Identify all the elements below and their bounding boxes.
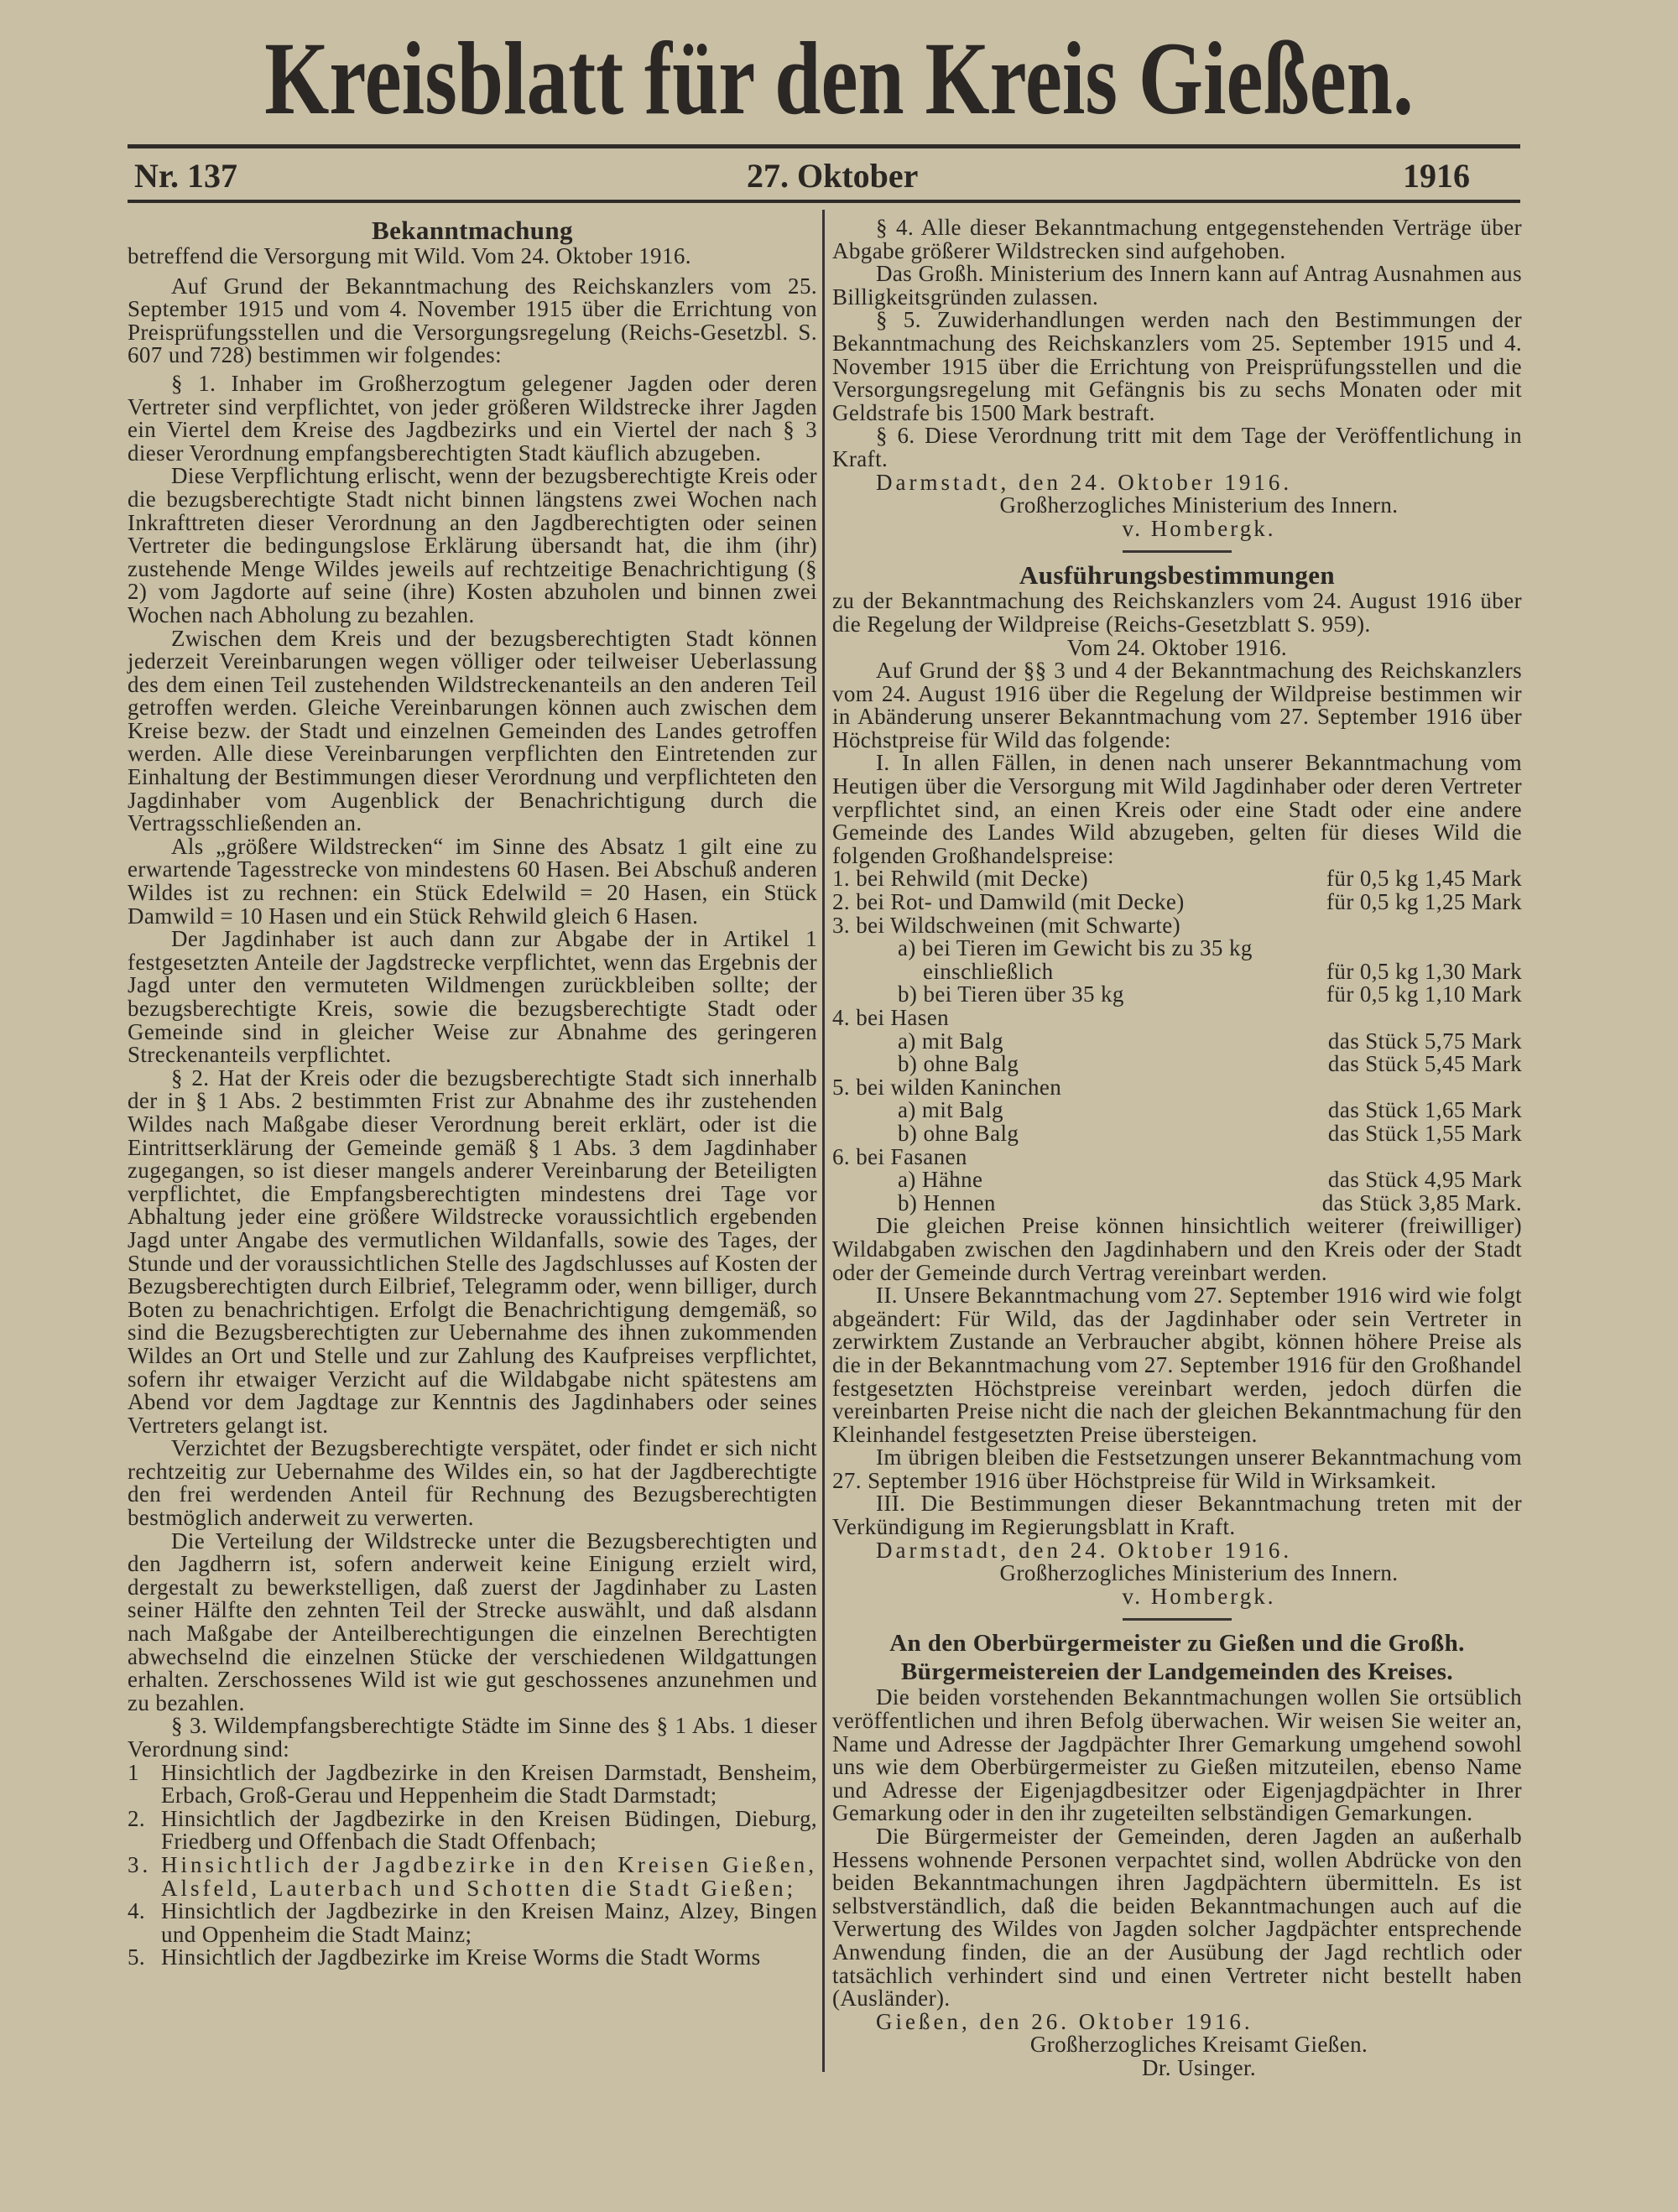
price-value: für 0,5 kg 1,10 Mark <box>1326 981 1522 1007</box>
price-table <box>832 867 1522 1215</box>
price-value: das Stück 5,45 Mark <box>1327 1051 1522 1077</box>
paragraph: II. Unsere Bekanntmachung vom 27. September 1916 wird wie folgt abgeändert: Für Wild, das der Jagdinhaber oder sein Vertreter in zerwirktem Zustande an Verbraucher abgibt, können höhere Preise als die in der Bekanntmachung vom 27. September 1916 für den Großhandel festgesetzten Höchstpreise vereinbart werden, jedoch dürfen die vereinbarten Preise nicht die nach der gleichen Bekanntmachung für den Kleinhandel festgesetzten Preise übersteigen. <box>832 1283 1522 1447</box>
masthead-rule-bottom <box>128 200 1520 203</box>
city-list-item <box>128 1851 817 1901</box>
price-row <box>832 891 1522 914</box>
city-list-item <box>128 1805 817 1855</box>
signature-place-date: Darmstadt, den 24. Oktober 1916. <box>876 1537 1293 1563</box>
price-value: für 0,5 kg 1,30 Mark <box>1326 958 1522 984</box>
signature-place-date: Gießen, den 26. Oktober 1916. <box>876 2008 1253 2034</box>
right-column <box>832 216 1522 2080</box>
masthead-title: Kreisblatt für den Kreis Gießen. <box>264 21 1414 136</box>
price-label: a) Hähne <box>898 1167 983 1193</box>
paragraph: Verzichtet der Bezugsberechtigte verspätet, oder findet er sich nicht rechtzeitig zur Uebernahme des Wildes ein, so hat der Jagdberechtigte den frei werdenden Anteil für Rechnung des Bezugsberechtigten bestmöglich anderweit zu verwerten. <box>128 1435 817 1531</box>
signature-name: v. Hombergk. <box>1122 1583 1276 1609</box>
city-list-item <box>128 1759 817 1809</box>
price-value: für 0,5 kg 1,45 Mark <box>1326 866 1522 892</box>
price-label: b) ohne Balg <box>898 1051 1019 1077</box>
paragraph: § 3. Wildempfangsberechtigte Städte im Sinne des § 1 Abs. 1 dieser Verordnung sind: <box>128 1713 817 1762</box>
price-label: 1. bei Rehwild (mit Decke) <box>832 866 1089 892</box>
signature-office: Großherzogliches Kreisamt Gießen. <box>1029 2032 1368 2058</box>
issue-date: 27. Oktober <box>747 157 919 195</box>
paragraph: Im übrigen bleiben die Festsetzungen unserer Bekanntmachung vom 27. September 1916 über Höchstpreise für Wild in Wirksamkeit. <box>832 1444 1522 1493</box>
price-label: einschließlich <box>923 958 1054 984</box>
price-row <box>832 1099 1522 1122</box>
list-number: 3. <box>128 1851 152 1877</box>
price-label: 2. bei Rot- und Damwild (mit Decke) <box>832 889 1185 915</box>
left-column <box>128 216 817 1970</box>
city-list-item <box>128 1900 817 1946</box>
article-heading: Ausführungsbestimmungen <box>1019 560 1336 591</box>
paragraph: Der Jagdinhaber ist auch dann zur Abgabe der in Artikel 1 festgesetzten Anteile der Jagdstrecke verpflichtet, wenn das Ergebnis der Jagd unter den vermuteten Wildmengen zurückbleiben sollte; der bezugsberechtigte Kreis, sowie die bezugsberechtigte Stadt oder Gemeinde sind in gleicher Weise zur Abnahme des geringeren Streckenanteils verpflichtet. <box>128 926 817 1068</box>
list-text: Hinsichtlich der Jagdbezirke in den Kreisen Büdingen, Dieburg, Friedberg und Offenbach die Stadt Offenbach; <box>161 1805 817 1855</box>
price-value: das Stück 3,85 Mark. <box>1321 1189 1522 1215</box>
price-row <box>832 1189 1522 1215</box>
list-text: Hinsichtlich der Jagdbezirke im Kreise Worms die Stadt Worms <box>161 1944 761 1970</box>
paragraph: § 6. Diese Verordnung tritt mit dem Tage der Veröffentlichung in Kraft. <box>832 423 1522 471</box>
price-value: das Stück 5,75 Mark <box>1327 1028 1522 1054</box>
paragraph: Die Verteilung der Wildstrecke unter die Bezugsberechtigten und den Jagdherrn ist, sofern anderweit keine Einigung erzielt wird, dergestalt zu bewerkstelligen, daß zuerst der Jagdinhaber zu Lasten seiner Hälfte den zehnten Teil der Strecke auswählt, und daß alsdann nach Maßgabe der Anteilberechtigungen die einzelnen Berechtigten abwechselnd die einzelnen Stücke der verschiedenen Wildgattungen erhalten. Zerschossenes Wild ist wie gut geschossenes anzunehmen und zu bezahlen. <box>128 1528 817 1715</box>
article-subtitle: betreffend die Versorgung mit Wild. Vom 24. Oktober 1916. <box>128 243 691 268</box>
price-label: a) mit Balg <box>898 1097 1003 1123</box>
price-label: 5. bei wilden Kaninchen <box>832 1074 1062 1100</box>
price-row <box>832 937 1522 960</box>
article-heading: Bekanntmachung <box>372 216 573 245</box>
price-label: a) bei Tieren im Gewicht bis zu 35 kg <box>898 935 1253 961</box>
paragraph: I. In allen Fällen, in denen nach unserer Bekanntmachung vom Heutigen über die Versorgung mit Wild Jagdinhaber oder deren Vertreter verpflichtet sind, an einen Kreis oder eine Stadt oder eine andere Gemeinde des Landes Wild abzugeben, gelten für dieses Wild die folgenden Großhandelspreise: <box>832 750 1522 868</box>
price-value: das Stück 1,65 Mark <box>1327 1097 1522 1123</box>
signature-office: Großherzogliches Ministerium des Innern. <box>999 492 1399 518</box>
paragraph: Auf Grund der Bekanntmachung des Reichskanzlers vom 25. September 1915 und vom 4. November 1915 über die Errichtung von Preisprüfungsstellen und die Versorgungsregelung (Reichs-Gesetzbl. S. 607 und 728) bestimmen wir folgendes: <box>128 273 817 368</box>
price-label: 4. bei Hasen <box>832 1005 950 1030</box>
paragraph: Als „größere Wildstrecken“ im Sinne des Absatz 1 gilt eine zu erwartende Tagesstrecke von mindestens 60 Hasen. Bei Abschuß anderen Wildes ist zu rechnen: ein Stück Edelwild = 20 Hasen, ein Stück Damwild = 10 Hasen und ein Stück Rehwild gleich 6 Hasen. <box>128 833 817 929</box>
paragraph: III. Die Bestimmungen dieser Bekanntmachung treten mit der Verkündigung im Regierungsblatt in Kraft. <box>832 1491 1522 1540</box>
price-value: für 0,5 kg 1,25 Mark <box>1326 889 1522 915</box>
price-row <box>832 1053 1522 1076</box>
price-value: das Stück 1,55 Mark <box>1327 1120 1522 1146</box>
price-row <box>832 867 1522 891</box>
price-label: 3. bei Wildschweinen (mit Schwarte) <box>832 912 1181 938</box>
signature-office: Großherzogliches Ministerium des Innern. <box>999 1560 1399 1586</box>
paragraph: § 5. Zuwiderhandlungen werden nach den Bestimmungen der Bekanntmachung des Reichskanzlers vom 25. September 1915 und 4. November 1915 über die Errichtung von Preisprüfungsstellen und die Versorgungsregelung mit Gefängnis bis zu sechs Monaten oder mit Geldstrafe bis 1500 Mark bestraft. <box>832 307 1522 425</box>
section-separator <box>1123 550 1232 553</box>
price-label: a) mit Balg <box>898 1028 1003 1054</box>
price-label: 6. bei Fasanen <box>832 1143 967 1169</box>
list-number: 1 <box>128 1759 139 1785</box>
paragraph: § 2. Hat der Kreis oder die bezugsberechtigte Stadt sich innerhalb der in § 1 Abs. 2 bestimmten Frist zur Abnahme des ihr zustehenden Wildes nach Maßgabe dieser Verordnung bereit erklärt, oder ist die Eintrittserklärung der Gemeinde gemäß § 1 Abs. 3 dem Jagdinhaber zugegangen, so ist dieser mangels anderer Vereinbarung der Beteiligten verpflichtet, die Empfangsberechtigten mindestens drei Tage vor Abhaltung jeder eine größere Wildstrecke voraussichtlich ergebenden Jagd unter Angabe des vermutlichen Wildanfalls, sowie des Tages, der Stunde und der voraussichtlichen Stelle des Jagdschlusses auf Kosten der Bezugsberechtigten durch Eilbrief, Telegramm oder, wenn billiger, durch Boten zu benachrichtigen. Erfolgt die Benachrichtigung demgemäß, so sind die Bezugsberechtigten zur Uebernahme des ihnen zukommenden Wildes an Ort und Stelle und zur Zahlung des Kaufpreises verpflichtet, sofern ihr etwaiger Verzicht auf die Wildabgabe nicht spätestens am Abend vor dem Jagdtage zur Kenntnis des Jagdinhabers oder seines Vertreters gelangt ist. <box>128 1064 817 1438</box>
article-subtitle-date: Vom 24. Oktober 1916. <box>1066 634 1288 660</box>
price-row <box>832 960 1522 984</box>
city-list-item <box>128 1946 817 1970</box>
price-row <box>832 1076 1522 1100</box>
price-row <box>832 983 1522 1007</box>
masthead-rule-top <box>128 144 1520 148</box>
paragraph: Zwischen dem Kreis und der bezugsberechtigten Stadt können jederzeit Vereinbarungen wegen völliger oder teilweiser Ueberlassung des dem einen Teil zustehenden Wildstreckenanteils an den anderen Teil getroffen werden. Gleiche Vereinbarungen können auch zwischen dem Kreise bezw. der Stadt und einzelnen Gemeinden des Landes getroffen werden. Alle diese Vereinbarungen verpflichten den Eintretenden zur Einhaltung der Bestimmungen dieser Verordnung und verpflichteten den Jagdinhaber vom Augenblick der Benachrichtigung durch die Vertragsschließenden an. <box>128 625 817 836</box>
paragraph: § 4. Alle dieser Bekanntmachung entgegenstehenden Verträge über Abgabe größerer Wildstrecken sind aufgehoben. <box>832 215 1522 263</box>
paragraph: Die gleichen Preise können hinsichtlich weiterer (freiwilliger) Wildabgaben zwischen den Jagdinhabern und den Kreis oder der Stadt oder der Gemeinde durch Vertrag vereinbart werden. <box>832 1213 1522 1285</box>
paragraph: Das Großh. Ministerium des Innern kann auf Antrag Ausnahmen aus Billigkeitsgründen zulassen. <box>832 261 1522 310</box>
price-label: b) bei Tieren über 35 kg <box>898 981 1124 1007</box>
article-heading: An den Oberbürgermeister zu Gießen und die Großh. Bürgermeistereien der Landgemeinden des Kreises. <box>889 1630 1465 1686</box>
column-divider <box>822 210 825 2072</box>
price-row <box>832 1143 1522 1169</box>
price-row <box>832 1168 1522 1192</box>
price-row <box>832 914 1522 938</box>
signature-name: v. Hombergk. <box>1122 515 1276 541</box>
paragraph: Auf Grund der §§ 3 und 4 der Bekanntmachung des Reichskanzlers vom 24. August 1916 über die Regelung der Wildpreise bestimmen wir in Abänderung unserer Bekanntmachung vom 27. September 1916 über Höchstpreise für Wild das folgende: <box>832 658 1522 752</box>
list-number: 5. <box>128 1944 146 1970</box>
price-value: das Stück 4,95 Mark <box>1327 1167 1522 1193</box>
article-subtitle: zu der Bekanntmachung des Reichskanzlers vom 24. August 1916 über die Regelung der Wildpreise (Reichs-Gesetzblatt S. 959). <box>832 588 1522 637</box>
list-number: 4. <box>128 1898 146 1924</box>
signature-name: Dr. Usinger. <box>1141 2054 1257 2080</box>
price-row <box>832 1030 1522 1054</box>
paragraph: Die Bürgermeister der Gemeinden, deren Jagden an außerhalb Hessens wohnende Personen verpachtet sind, wollen Abdrücke von den beiden Bekanntmachungen ihren Jagdpächtern übermitteln. Es ist selbstverständlich, daß die beiden Bekanntmachungen auch auf die Verwertung des Wildes von Jagden solcher Jagdpächter entsprechende Anwendung finden, die an der Ausübung der Jagd rechtlich oder tatsächlich verhindert sind und einen Vertreter nicht bestellt haben (Ausländer). <box>832 1824 1522 2012</box>
list-text: Hinsichtlich der Jagdbezirke in den Kreisen Darmstadt, Bensheim, Erbach, Groß-Gerau und Heppenheim die Stadt Darmstadt; <box>161 1759 817 1809</box>
paragraph: Die beiden vorstehenden Bekanntmachungen wollen Sie ortsüblich veröffentlichen und ihren Befolg überwachen. Wir weisen Sie weiter an, Name und Adresse der Jagdpächter Ihrer Gemarkung umgehend sowohl uns wie dem Oberbürgermeister zu Gießen mitzuteilen, ebenso Name und Adresse der Eigenjagdbesitzer oder Eigenjagdpächter in Ihrer Gemarkung oder in den ihr zugeteilten selbständigen Gemarkungen. <box>832 1684 1522 1826</box>
price-label: b) Hennen <box>898 1189 996 1215</box>
list-text: Hinsichtlich der Jagdbezirke in den Kreisen Gießen, Alsfeld, Lauterbach und Schotten die Stadt Gießen; <box>161 1851 817 1901</box>
issue-year: 1916 <box>1403 157 1470 195</box>
price-row <box>832 1122 1522 1146</box>
issue-number: Nr. 137 <box>134 157 237 195</box>
price-label: b) ohne Balg <box>898 1120 1019 1146</box>
price-row <box>832 1007 1522 1030</box>
paragraph: § 1. Inhaber im Großherzogtum gelegener Jagden oder deren Vertreter sind verpflichtet, von jeder größeren Wildstrecke ihrer Jagden ein Viertel dem Kreise des Jagdbezirks und ein Viertel der nach § 3 dieser Verordnung empfangsberechtigten Stadt käuflich abzugeben. <box>128 370 817 466</box>
signature-place-date: Darmstadt, den 24. Oktober 1916. <box>876 469 1293 495</box>
list-number: 2. <box>128 1805 146 1831</box>
section-separator <box>1123 1618 1232 1621</box>
paragraph: Diese Verpflichtung erlischt, wenn der bezugsberechtigte Kreis oder die bezugsberechtigte Stadt nicht binnen längstens zwei Wochen nach Inkrafttreten dieser Verordnung an den Jagdberechtigten oder seinen Vertreter die bedingungslose Erklärung übersandt hat, die ihm (ihr) zustehende Menge Wildes jeweils auf rechtzeitige Benachrichtigung (§ 2) vom Jagdorte auf seine (ihre) Kosten abzuholen und binnen zwei Wochen nach Abholung zu bezahlen. <box>128 463 817 627</box>
list-text: Hinsichtlich der Jagdbezirke in den Kreisen Mainz, Alzey, Bingen und Oppenheim die Stadt Mainz; <box>161 1898 817 1947</box>
